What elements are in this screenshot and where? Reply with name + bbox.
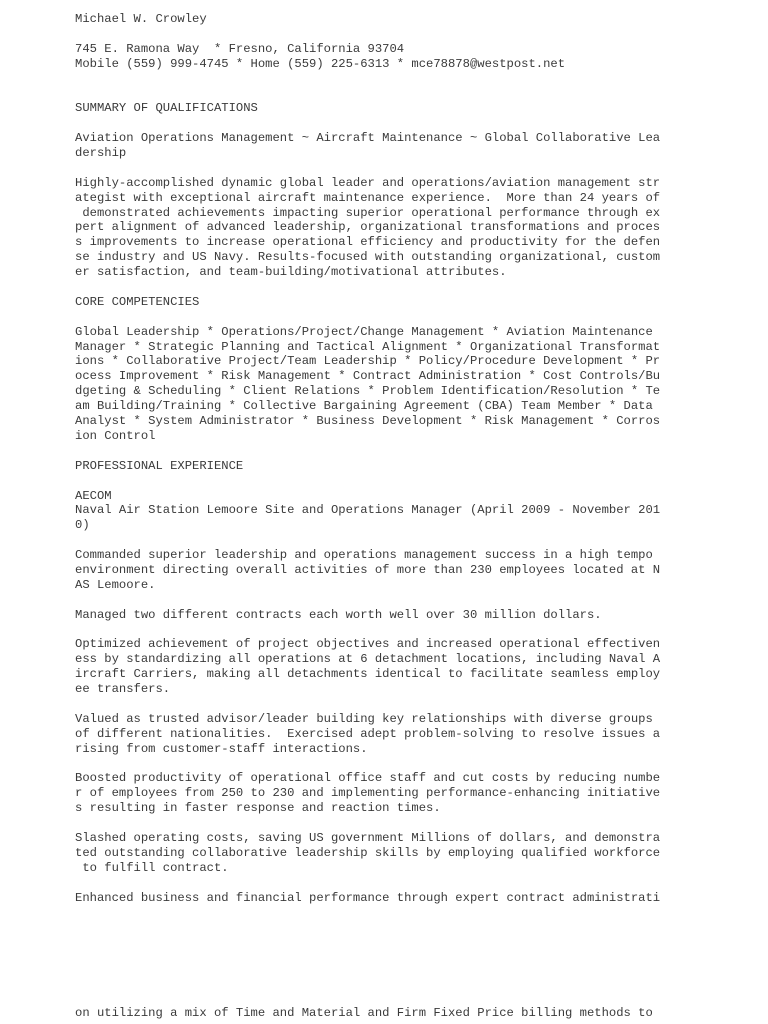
- summary-paragraph: [75, 176, 675, 280]
- experience-heading: PROFESSIONAL EXPERIENCE: [75, 458, 244, 473]
- experience-paragraph: [75, 831, 675, 876]
- text-line: dership: [75, 146, 127, 161]
- core-competencies-heading: CORE COMPETENCIES: [75, 294, 200, 309]
- resume-page: [75, 12, 675, 905]
- job-position: [75, 503, 675, 533]
- text-line: er satisfaction, and team-building/motivational attributes.: [75, 265, 507, 280]
- text-line: Analyst * System Administrator * Business Development * Risk Management * Corros: [75, 414, 661, 429]
- experience-paragraph: [75, 548, 675, 593]
- text-line: Naval Air Station Lemoore Site and Operations Manager (April 2009 - November 201: [75, 503, 661, 518]
- company-name: AECOM: [75, 488, 112, 503]
- text-line: Managed two different contracts each worth well over 30 million dollars.: [75, 607, 602, 622]
- summary-tagline: [75, 131, 675, 161]
- text-line: to fulfill contract.: [75, 860, 229, 875]
- text-line: Global Leadership * Operations/Project/Change Management * Aviation Maintenance: [75, 324, 653, 339]
- text-line: ion Control: [75, 428, 156, 443]
- experience-paragraph: [75, 637, 675, 697]
- text-line: Boosted productivity of operational office staff and cut costs by reducing numbe: [75, 771, 661, 786]
- text-line: Valued as trusted advisor/leader building key relationships with diverse groups: [75, 711, 653, 726]
- text-line: environment directing overall activities of more than 230 employees located at N: [75, 562, 661, 577]
- text-line: ions * Collaborative Project/Team Leadership * Policy/Procedure Development * Pr: [75, 354, 661, 369]
- text-line: dgeting & Scheduling * Client Relations * Problem Identification/Resolution * Te: [75, 384, 661, 399]
- experience-paragraph: [75, 608, 675, 623]
- text-line: of different nationalities. Exercised adept problem-solving to resolve issues a: [75, 726, 661, 741]
- text-line: 0): [75, 518, 90, 533]
- core-competencies-paragraph: [75, 325, 675, 444]
- text-line: s improvements to increase operational efficiency and productivity for the defen: [75, 235, 661, 250]
- text-line: am Building/Training * Collective Bargaining Agreement (CBA) Team Member * Data: [75, 399, 653, 414]
- text-line: ted outstanding collaborative leadership skills by employing qualified workforce: [75, 845, 661, 860]
- experience-paragraph: [75, 771, 675, 816]
- text-line: s resulting in faster response and reaction times.: [75, 801, 441, 816]
- text-line: r of employees from 250 to 230 and implementing performance-enhancing initiative: [75, 786, 661, 801]
- applicant-name: Michael W. Crowley: [75, 12, 207, 26]
- experience-paragraph: [75, 712, 675, 757]
- experience-paragraph: [75, 891, 675, 906]
- text-line: ee transfers.: [75, 682, 171, 697]
- text-line: ess by standardizing all operations at 6 detachment locations, including Naval A: [75, 652, 661, 667]
- text-line: ocess Improvement * Risk Management * Contract Administration * Cost Controls/Bu: [75, 369, 661, 384]
- text-line: pert alignment of advanced leadership, organizational transformations and proces: [75, 220, 661, 235]
- text-line: Slashed operating costs, saving US government Millions of dollars, and demonstra: [75, 830, 661, 845]
- text-line: Commanded superior leadership and operations management success in a high tempo: [75, 548, 653, 563]
- address-line: 745 E. Ramona Way * Fresno, California 93704: [75, 41, 405, 56]
- continued-text-line: on utilizing a mix of Time and Material and Firm Fixed Price billing methods to: [75, 1006, 653, 1020]
- text-line: Optimized achievement of project objectives and increased operational effectiven: [75, 637, 661, 652]
- summary-heading: SUMMARY OF QUALIFICATIONS: [75, 101, 258, 116]
- text-line: ategist with exceptional aircraft maintenance experience. More than 24 years of: [75, 190, 661, 205]
- text-line: Enhanced business and financial performance through expert contract administrati: [75, 890, 661, 905]
- text-line: rising from customer-staff interactions.: [75, 741, 368, 756]
- text-line: se industry and US Navy. Results-focused with outstanding organizational, custom: [75, 250, 661, 265]
- text-line: demonstrated achievements impacting superior operational performance through ex: [75, 205, 661, 220]
- text-line: Highly-accomplished dynamic global leader and operations/aviation management str: [75, 175, 661, 190]
- text-line: Manager * Strategic Planning and Tactical Alignment * Organizational Transformat: [75, 339, 661, 354]
- text-line: AS Lemoore.: [75, 577, 156, 592]
- contact-line: Mobile (559) 999-4745 * Home (559) 225-6313 * mce78878@westpost.net: [75, 56, 566, 71]
- text-line: Aviation Operations Management ~ Aircraft Maintenance ~ Global Collaborative Lea: [75, 131, 661, 146]
- text-line: ircraft Carriers, making all detachments identical to facilitate seamless employ: [75, 667, 661, 682]
